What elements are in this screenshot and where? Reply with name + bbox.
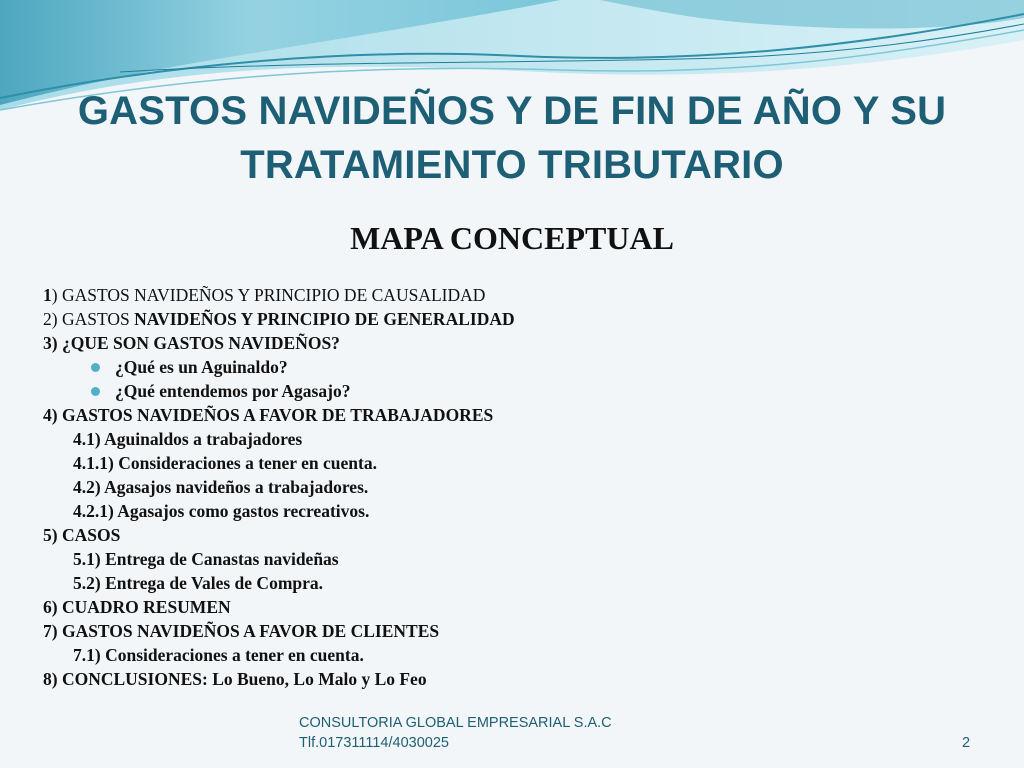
bullet-text: ¿Qué entendemos por Agasajo? [115,381,351,401]
outline-item-4-1: 4.1) Aguinaldos a trabajadores [73,429,303,449]
outline-item-1-number: 1 [43,285,52,305]
outline-item-5-1: 5.1) Entrega de Canastas navideñas [73,549,339,569]
outline-item-2-prefix: 2) GASTOS [43,309,135,329]
outline-item-2 [43,307,803,331]
outline-item-7: 7) GASTOS NAVIDEÑOS A FAVOR DE CLIENTES [43,621,440,641]
outline-item-3: 3) ¿QUE SON GASTOS NAVIDEÑOS? [43,333,340,353]
page-number: 2 [962,735,971,751]
bullet-dot-icon [91,363,100,372]
slide-subtitle: MAPA CONCEPTUAL [350,220,674,256]
outline-item-4-2: 4.2) Agasajos navideños a trabajadores. [73,477,369,497]
outline-item-4-2-1: 4.2.1) Agasajos como gastos recreativos. [73,501,370,521]
outline-item-1 [43,283,803,307]
outline-bullet-aguinaldo [43,355,803,379]
outline-item-6: 6) CUADRO RESUMEN [43,597,231,617]
footer [299,713,612,753]
outline-item-1-text: ) GASTOS NAVIDEÑOS Y PRINCIPIO DE CAUSALIDAD [51,285,486,305]
outline-item-2-text: NAVIDEÑOS Y PRINCIPIO DE GENERALIDAD [134,309,515,329]
outline-list [43,283,803,691]
outline-item-8: 8) CONCLUSIONES: Lo Bueno, Lo Malo y Lo Feo [43,669,427,689]
outline-item-5-2: 5.2) Entrega de Vales de Compra. [73,573,324,593]
outline-bullet-agasajo [43,379,803,403]
bullet-text: ¿Qué es un Aguinaldo? [115,357,288,377]
outline-item-4: 4) GASTOS NAVIDEÑOS A FAVOR DE TRABAJADORES [43,405,494,425]
title-line-2: TRATAMIENTO TRIBUTARIO [240,143,784,187]
outline-item-7-1: 7.1) Consideraciones a tener en cuenta. [73,645,364,665]
title-line-1: GASTOS NAVIDEÑOS Y DE FIN DE AÑO Y SU [77,89,947,133]
bullet-dot-icon [91,387,100,396]
footer-company: CONSULTORIA GLOBAL EMPRESARIAL S.A.C [299,715,612,731]
slide-title [20,84,1004,192]
outline-item-4-1-1: 4.1.1) Consideraciones a tener en cuenta. [73,453,377,473]
outline-item-5: 5) CASOS [43,525,121,545]
footer-phone: Tlf.017311114/4030025 [299,735,449,751]
